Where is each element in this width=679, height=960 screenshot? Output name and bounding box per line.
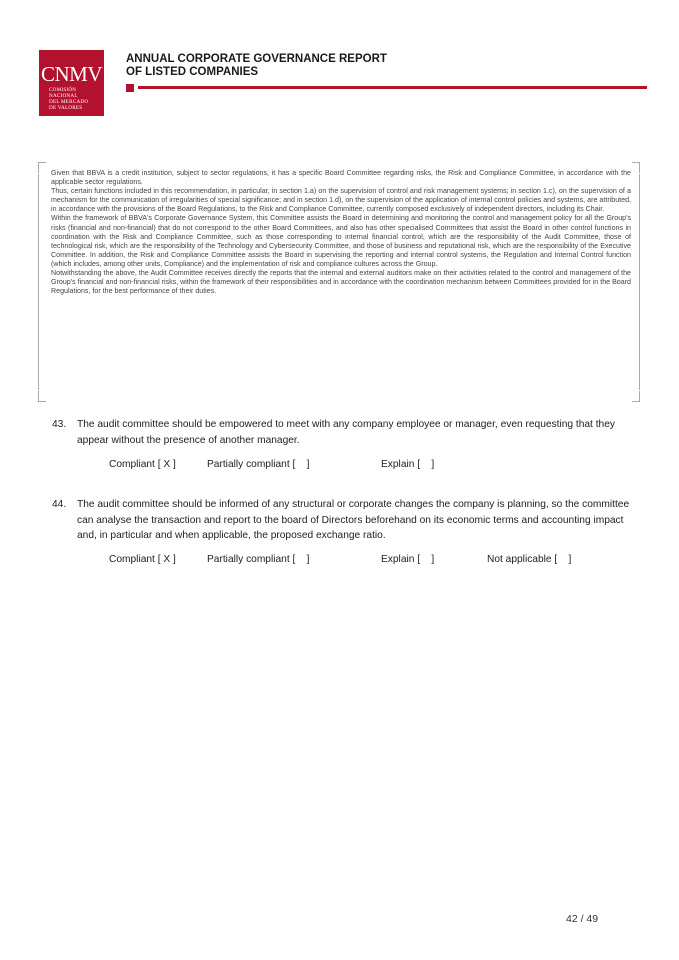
frame-corner: [632, 162, 640, 173]
header-rule-bar: [138, 86, 647, 89]
explanation-paragraph: Notwithstanding the above, the Audit Committee receives directly the reports that the internal and external auditors make on their activities related to the control and management of the Group's financial and non-financial risks, within the framework of their responsibilities and in accordance with the coordination mechanism between Committees provided for in the Board Regulations, for the best performance of their duties.: [51, 269, 631, 296]
recommendation-number: 43.: [52, 419, 67, 430]
frame-corner: [632, 391, 640, 402]
not-applicable-option[interactable]: Not applicable [ ]: [487, 554, 572, 565]
cnmv-logo: [39, 50, 104, 116]
frame-right-line: [639, 174, 640, 390]
frame-corner: [38, 391, 46, 402]
report-title: [126, 53, 546, 79]
logo-subtitle-line: DEL MERCADO: [49, 99, 89, 105]
recommendation-text: The audit committee should be informed of any structural or corporate changes the company is planning, so the committee can analyse the transaction and report to the board of Directors beforehand on its economic terms and accounting impact and, in particular and when applicable, the proposed exchange ratio.: [77, 499, 630, 541]
logo-subtitle-line: NACIONAL: [49, 93, 78, 99]
recommendation-44-answers: [109, 554, 572, 609]
explain-option[interactable]: Explain [ ]: [381, 459, 435, 470]
recommendation-44: [52, 497, 642, 544]
explanation-text: [51, 169, 631, 296]
compliant-option[interactable]: Compliant [ X ]: [109, 554, 176, 565]
frame-corner: [38, 162, 46, 173]
partially-compliant-option[interactable]: Partially compliant [ ]: [207, 554, 310, 565]
logo-subtitle-line: COMISIÓN: [49, 87, 77, 93]
recommendation-number: 44.: [52, 499, 67, 510]
explanation-paragraph: Thus, certain functions included in this recommendation, in particular, in section 1.a) on the supervision of control and risk management systems; in section 1.c), on the supervision of a mechanism for the communication of irregularities of special significance; and in section 1.d), on the supervision of the application of internal control policies and systems, are attributed, in accordance with the provisions of the Board Regulations, to the Risk and Compliance Committee, currently composed exclusively of independent directors, including its Chair.: [51, 187, 631, 214]
recommendation-text: The audit committee should be empowered to meet with any company employee or manager, even requesting that they appear without the presence of another manager.: [77, 419, 615, 446]
explanation-paragraph: Given that BBVA is a credit institution, subject to sector regulations, it has a specific Board Committee regarding risks, the Risk and Compliance Committee, in accordance with the applicable sector regulations.: [51, 169, 631, 187]
explanation-paragraph: Within the framework of BBVA's Corporate Governance System, this Committee assists the Board in determining and monitoring the control and management policy for all the Group's risks (financial and non-financial) that do not correspond to the other Board Committees, and also has other specialised Committees that assist the Board in other control functions in coordination with the Risk and Compliance Committee, such as those corresponding to internal financial control, which are the responsibility of the Audit Committee, those of technological risk, which are the responsibility of the Technology and Cybersecurity Committee, and those of business and reputational risk, which are the responsibility of the Executive Committee. In addition, the Risk and Compliance Committee assists the Board in supervising the reporting and internal control systems, the Regulation and Internal Control function (which includes, among other units, Compliance) and the implementation of risk and compliance cultures across the Group.: [51, 214, 631, 268]
logo-acronym: CNMV: [40, 62, 102, 86]
header-rule: [126, 84, 647, 92]
logo-subtitle-line: DE VALORES: [49, 105, 83, 111]
page-number: 42 / 49: [566, 913, 599, 925]
frame-left-line: [38, 174, 39, 390]
partially-compliant-option[interactable]: Partially compliant [ ]: [207, 459, 310, 470]
report-title-line2: OF LISTED COMPANIES: [126, 66, 259, 78]
report-title-line1: ANNUAL CORPORATE GOVERNANCE REPORT: [126, 53, 387, 65]
explain-option[interactable]: Explain [ ]: [381, 554, 435, 565]
logo-subtitle: [49, 87, 102, 111]
header-rule-square: [126, 84, 134, 92]
recommendation-43: [52, 417, 642, 448]
compliant-option[interactable]: Compliant [ X ]: [109, 459, 176, 470]
